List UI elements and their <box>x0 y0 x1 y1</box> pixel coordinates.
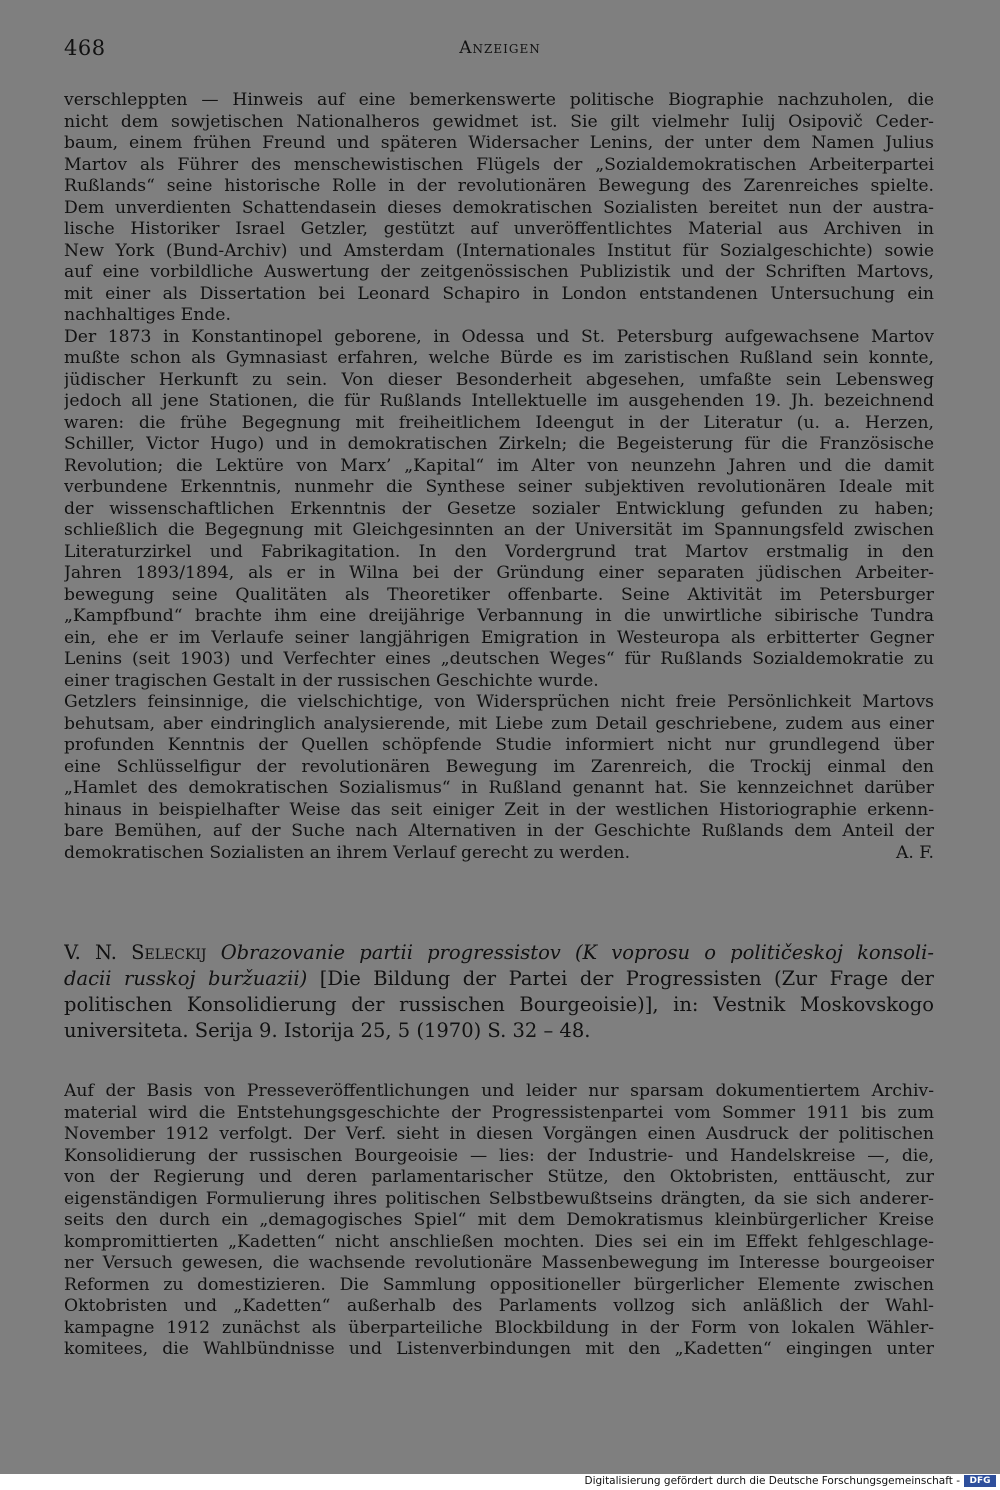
text-line: auf eine vorbildliche Auswertung der zeitgenössischen Publizistik und der Schriften Martovs, <box>64 262 934 282</box>
reference-line-2 <box>64 966 934 992</box>
running-head: Anzeigen <box>459 38 541 58</box>
text-line: jüdischer Herkunft zu sein. Von dieser Besonderheit abgesehen, umfaßte sein Lebensweg <box>64 369 934 390</box>
text-line: nachhaltiges Ende. <box>64 305 231 325</box>
reference-line-1 <box>64 940 934 966</box>
reference-author: V. N. Seleckij <box>64 941 207 964</box>
review-closing-line <box>64 843 934 865</box>
text-line: Konsolidierung der russischen Bourgeoisie — lies: der Industrie- und Handelskreise —, die, <box>64 1145 934 1166</box>
review-progressisten-body <box>64 1081 934 1361</box>
text-line: Jahren 1893/1894, als er in Wilna bei der Gründung einer separaten jüdischen Arbeiter- <box>64 563 934 583</box>
text-line: mit einer als Dissertation bei Leonard Schapiro in London entstandenen Untersuchung ein <box>64 283 934 304</box>
text-line: verbundene Erkenntnis, nunmehr die Synthese seiner subjektiven revolutionären Ideale mit <box>64 477 934 497</box>
text-line: material wird die Entstehungsgeschichte der Progressistenpartei vom Sommer 1911 bis zum <box>64 1102 934 1123</box>
text-line: bewegung seine Qualitäten als Theoretiker offenbarte. Seine Aktivität im Petersburger <box>64 584 934 605</box>
text-line: waren: die frühe Begegnung mit freiheitlichem Ideengut in der Literatur (u. a. Herzen, <box>64 412 934 433</box>
dfg-logo: DFG <box>964 1475 996 1487</box>
text-line: November 1912 verfolgt. Der Verf. sieht in diesen Vorgängen einen Ausdruck der politischen <box>64 1124 934 1144</box>
page-number: 468 <box>64 36 106 60</box>
text-line: Literaturzirkel und Fabrikagitation. In den Vordergrund trat Martov erstmalig in den <box>64 541 934 562</box>
review-martov <box>64 90 934 864</box>
text-line: hinaus in beispielhafter Weise das seit einiger Zeit in der westlichen Historiographie erkenn- <box>64 799 934 820</box>
reference-translation-start: [Die Bildung der Partei der Progressisten (Zur Frage der <box>307 967 934 990</box>
text-line: Auf der Basis von Presseveröffentlichungen und leider nur sparsam dokumentiertem Archiv- <box>64 1081 934 1101</box>
text-line: baum, einem frühen Freund und späteren Widersacher Lenins, der unter dem Namen Julius <box>64 133 934 153</box>
text-line: Reformen zu domestizieren. Die Sammlung oppositioneller bürgerlicher Elemente zwischen <box>64 1274 934 1295</box>
text-line: ein, ehe er im Verlaufe seiner langjährigen Emigration in Westeuropa als erbitterter Gegner <box>64 627 934 648</box>
reviewer-signature: A. F. <box>895 842 934 863</box>
text-line: Schiller, Victor Hugo) und in demokratischen Zirkeln; die Begeisterung für die Französische <box>64 434 934 454</box>
text-line: von der Regierung und deren parlamentarischer Stütze, den Oktobristen, enttäuscht, zur <box>64 1167 934 1187</box>
text-line: nicht dem sowjetischen Nationalheros gewidmet ist. Sie gilt vielmehr Iulij Osipovič Ceder- <box>64 111 934 132</box>
text-line: mußte schon als Gymnasiast erfahren, welche Bürde es im zaristischen Rußland sein konnte, <box>64 348 934 368</box>
text-line: ner Versuch gewesen, die wachsende revolutionäre Massenbewegung im Interesse bourgeoiser <box>64 1253 934 1273</box>
text-line: bare Bemühen, auf der Suche nach Alternativen in der Geschichte Rußlands dem Anteil der <box>64 821 934 841</box>
text-line: seits den durch ein „demagogisches Spiel“ mit dem Demokratismus kleinbürgerlicher Kreise <box>64 1210 934 1230</box>
text-line: einer tragischen Gestalt in der russischen Geschichte wurde. <box>64 670 599 691</box>
text-line: New York (Bund-Archiv) und Amsterdam (Internationales Institut für Sozialgeschichte) sowie <box>64 240 934 261</box>
text-line: Lenins (seit 1903) und Verfechter eines „deutschen Weges“ für Rußlands Sozialdemokratie zu <box>64 649 934 669</box>
text-line: eigenständigen Formulierung ihres politischen Selbstbewußtseins drängten, da sie sich anderer- <box>64 1188 934 1209</box>
text-line: Getzlers feinsinnige, die vielschichtige, von Widersprüchen nicht freie Persönlichkeit Martovs <box>64 692 934 712</box>
text-line: Der 1873 in Konstantinopel geborene, in Odessa und St. Petersburg aufgewachsene Martov <box>64 326 934 347</box>
review-progressisten <box>64 1081 934 1361</box>
reference-line-4: universiteta. Serija 9. Istorija 25, 5 (1970) S. 32 – 48. <box>64 1019 591 1042</box>
text-line: Dem unverdienten Schattendasein dieses demokratischen Sozialisten bereitet nun der austra- <box>64 197 934 218</box>
text-line: kampagne 1912 zunächst als überparteiliche Blockbildung in der Form von lokalen Wähler- <box>64 1317 934 1338</box>
review-martov-body <box>64 90 934 843</box>
text-line: jedoch all jene Stationen, die für Rußlands Intellektuelle im ausgehenden 19. Jh. bezeichnend <box>64 391 934 411</box>
reference-title-part-2: dacii russkoj buržuazii) <box>64 967 308 990</box>
text-line: lische Historiker Israel Getzler, gestützt auf unveröffentlichtes Material aus Archiven in <box>64 219 934 239</box>
reference-line-3: politischen Konsolidierung der russischen Bourgeoisie)], in: Vestnik Moskovskogo <box>64 993 934 1016</box>
text-line: kompromittierten „Kadetten“ nicht anschließen mochten. Dies sei ein im Effekt fehlgeschlage- <box>64 1231 934 1252</box>
text-line: komitees, die Wahlbündnisse und Listenverbindungen mit den „Kadetten“ eingingen unter <box>64 1339 934 1359</box>
text-line: „Kampfbund“ brachte ihm eine dreijährige Verbannung in die unwirtliche sibirische Tundra <box>64 606 934 626</box>
text-line: schließlich die Begegnung mit Gleichgesinnten an der Universität im Spannungsfeld zwischen <box>64 520 934 540</box>
text-line: „Hamlet des demokratischen Sozialismus“ in Rußland genannt hat. Sie kennzeichnet darüber <box>64 778 934 798</box>
text-line: profunden Kenntnis der Quellen schöpfende Studie informiert nicht nur grundlegend über <box>64 735 934 755</box>
text-line: Oktobristen und „Kadetten“ außerhalb des Parlaments vollzog sich anläßlich der Wahl- <box>64 1296 934 1316</box>
text-line: verschleppten — Hinweis auf eine bemerkenswerte politische Biographie nachzuholen, die <box>64 90 934 110</box>
funding-notice: Digitalisierung gefördert durch die Deutsche Forschungsgemeinschaft - <box>584 1475 960 1487</box>
text-line: eine Schlüsselfigur der revolutionären Bewegung im Zarenreich, die Trockij einmal den <box>64 756 934 777</box>
digitization-footer <box>0 1474 1000 1490</box>
text-line: der wissenschaftlichen Erkenntnis der Gesetze sozialer Entwicklung gefunden zu haben; <box>64 498 934 519</box>
text-line: Revolution; die Lektüre von Marx’ „Kapital“ im Alter von neunzehn Jahren und die damit <box>64 455 934 476</box>
text-line: Rußlands“ seine historische Rolle in der revolutionären Bewegung des Zarenreiches spielte. <box>64 176 934 196</box>
review-last-line: demokratischen Sozialisten an ihrem Verlauf gerecht zu werden. <box>64 842 631 863</box>
text-line: behutsam, aber eindringlich analysierende, mit Liebe zum Detail geschriebene, zudem aus einer <box>64 713 934 734</box>
bibliographic-reference <box>64 940 934 1044</box>
text-line: Martov als Führer des menschewistischen Flügels der „Sozialdemokratischen Arbeiterpartei <box>64 154 934 175</box>
reference-title-part-1: Obrazovanie partii progressistov (K voprosu o političeskoj konsoli- <box>220 941 934 964</box>
